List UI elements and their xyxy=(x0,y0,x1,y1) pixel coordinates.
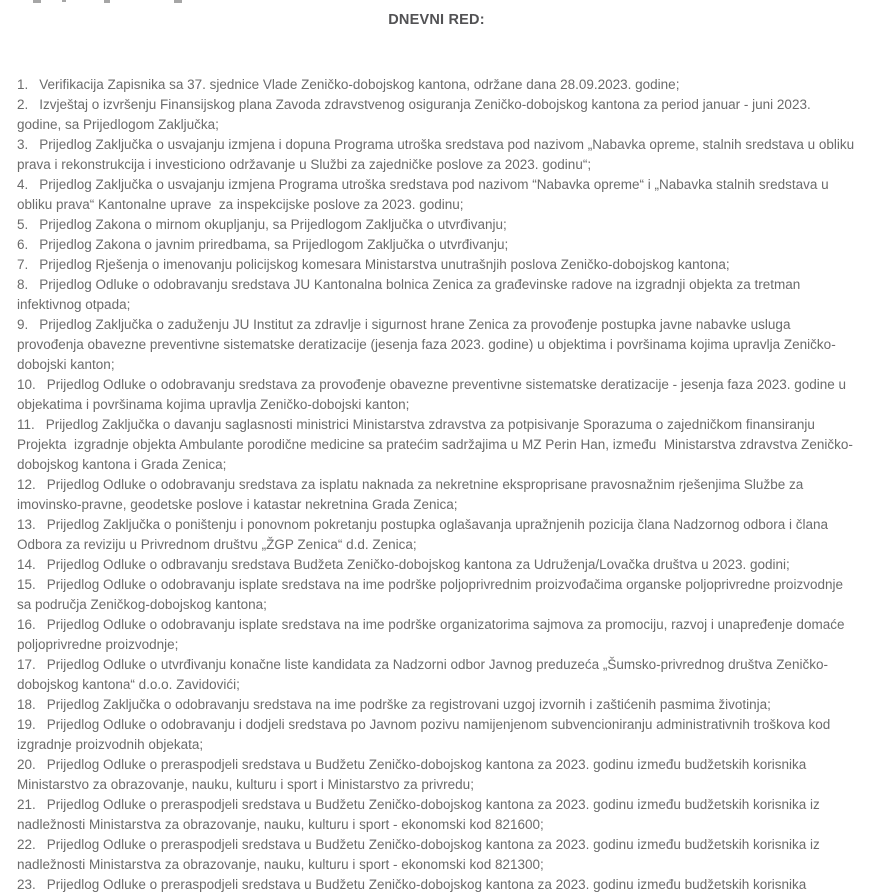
agenda-item-number: 9. xyxy=(17,317,29,332)
agenda-item-text: Prijedlog Zaključka o davanju saglasnosti ministrici Ministarstva zdravstva za potpisivanje Sporazuma o zajedničkom finansiranju Projekta izgradnje objekta Ambulante porodične medicine sa pratećim sadržajima u MZ Perin Han, između Ministarstva zdravstva Zeničko-dobojskog kantona i Grada Zenica; xyxy=(17,417,853,472)
agenda-item-18 xyxy=(17,695,857,715)
agenda-list xyxy=(0,75,873,895)
agenda-item-number: 10. xyxy=(17,377,36,392)
agenda-item-text: Prijedlog Odluke o preraspodjeli sredstava u Budžetu Zeničko-dobojskog kantona za 2023. godinu između budžetskih korisnika xyxy=(46,877,807,892)
agenda-item-number: 6. xyxy=(17,237,29,252)
agenda-item-number: 20. xyxy=(17,757,36,772)
clipped-text-remnant xyxy=(33,0,41,3)
agenda-item-12 xyxy=(17,475,857,515)
agenda-item-11 xyxy=(17,415,857,475)
agenda-item-15 xyxy=(17,575,857,615)
agenda-item-10 xyxy=(17,375,857,415)
agenda-item-number: 14. xyxy=(17,557,36,572)
agenda-item-text: Prijedlog Odluke o odobravanju sredstava za provođenje obavezne preventivne sistematske deratizacije - jesenja faza 2023. godine u objekatima i površinama kojima upravlja Zeničko-dobojski kanton; xyxy=(17,377,850,412)
agenda-item-number: 4. xyxy=(17,177,29,192)
agenda-item-text: Prijedlog Zaključka o odobravanju sredstava na ime podrške za registrovani uzgoj izvornih i zaštićenih pasmima životinja; xyxy=(46,697,771,712)
agenda-item-20 xyxy=(17,755,857,795)
agenda-item-8 xyxy=(17,275,857,315)
agenda-item-text: Prijedlog Zakona o javnim priredbama, sa Prijedlogom Zaključka o utvrđivanju; xyxy=(39,237,509,252)
agenda-item-number: 18. xyxy=(17,697,36,712)
agenda-item-1 xyxy=(17,75,857,95)
agenda-item-text: Prijedlog Odluke o odobravanju isplate sredstava na ime podrške organizatorima sajmova za promociju, razvoj i unapređenje domaće poljoprivredne proizvodnje; xyxy=(17,617,849,652)
agenda-item-13 xyxy=(17,515,857,555)
agenda-item-number: 23. xyxy=(17,877,36,892)
agenda-item-text: Prijedlog Odluke o preraspodjeli sredstava u Budžetu Zeničko-dobojskog kantona za 2023. godinu između budžetskih korisnika iz nadležnosti Ministarstva za obrazovanje, nauku, kulturu i sport - ekonomski kod 821600; xyxy=(17,797,824,832)
agenda-item-number: 19. xyxy=(17,717,36,732)
agenda-item-number: 21. xyxy=(17,797,36,812)
agenda-item-21 xyxy=(17,795,857,835)
agenda-item-6 xyxy=(17,235,857,255)
agenda-item-text: Prijedlog Odluke o odobravanju i dodjeli sredstava po Javnom pozivu namijenjenom subvencioniranju administrativnih troškova kod izgradnje proizvodnih objekata; xyxy=(17,717,834,752)
agenda-item-number: 7. xyxy=(17,257,29,272)
agenda-item-19 xyxy=(17,715,857,755)
agenda-item-9 xyxy=(17,315,857,375)
agenda-item-number: 12. xyxy=(17,477,36,492)
agenda-item-number: 16. xyxy=(17,617,36,632)
agenda-item-5 xyxy=(17,215,857,235)
agenda-item-22 xyxy=(17,835,857,875)
agenda-item-text: Prijedlog Odluke o odobravanju isplate sredstava na ime podrške poljoprivrednim proizvođačima organske poljoprivredne proizvodnje sa područja Zeničkog-dobojskog kantona; xyxy=(17,577,847,612)
agenda-item-text: Prijedlog Odluke o odobravanju sredstava JU Kantonalna bolnica Zenica za građevinske radove na izgradnji objekta za tretman infektivnog otpada; xyxy=(17,277,804,312)
clipped-text-remnant xyxy=(174,0,182,3)
agenda-item-text: Prijedlog Zaključka o zaduženju JU Institut za zdravlje i sigurnost hrane Zenica za provođenje postupka javne nabavke usluga provođenja obavezne preventivne sistematske deratizacije (jesenja faza 2023. godine) u objektima i površinama kojima upravlja Zeničko-dobojski kanton; xyxy=(17,317,836,372)
agenda-item-text: Prijedlog Odluke o preraspodjeli sredstava u Budžetu Zeničko-dobojskog kantona za 2023. godinu između budžetskih korisnika iz nadležnosti Ministarstva za obrazovanje, nauku, kulturu i sport - ekonomski kod 821300; xyxy=(17,837,824,872)
agenda-item-16 xyxy=(17,615,857,655)
agenda-item-2 xyxy=(17,95,857,135)
agenda-item-number: 8. xyxy=(17,277,29,292)
agenda-item-number: 1. xyxy=(17,77,29,92)
agenda-item-text: Prijedlog Zaključka o usvajanju izmjena Programa utroška sredstava pod nazivom “Nabavka opreme“ i „Nabavka stalnih sredstava u obliku prava“ Kantonalne uprave za inspekcijske poslove za 2023. godinu; xyxy=(17,177,833,212)
agenda-item-number: 15. xyxy=(17,577,36,592)
agenda-item-number: 17. xyxy=(17,657,36,672)
agenda-item-number: 2. xyxy=(17,97,29,112)
agenda-item-text: Prijedlog Rješenja o imenovanju policijskog komesara Ministarstva unutrašnjih poslova Zeničko-dobojskog kantona; xyxy=(39,257,730,272)
agenda-item-text: Izvještaj o izvršenju Finansijskog plana Zavoda zdravstvenog osiguranja Zeničko-dobojskog kantona za period januar - juni 2023. godine, sa Prijedlogom Zaključka; xyxy=(17,97,815,132)
agenda-item-17 xyxy=(17,655,857,695)
agenda-item-number: 11. xyxy=(17,417,35,432)
agenda-item-text: Prijedlog Zakona o mirnom okupljanju, sa Prijedlogom Zaključka o utvrđivanju; xyxy=(39,217,507,232)
agenda-item-number: 3. xyxy=(17,137,29,152)
agenda-item-number: 22. xyxy=(17,837,36,852)
agenda-item-text: Prijedlog Zaključka o usvajanju izmjena i dopuna Programa utroška sredstava pod nazivom „Nabavka opreme, stalnih sredstava u obliku prava i rekonstrukcija i investiciono održavanje u Službi za zajedničke poslove za 2023. godinu“; xyxy=(17,137,858,172)
agenda-item-text: Verifikacija Zapisnika sa 37. sjednice Vlade Zeničko-dobojskog kantona, održane dana 28.09.2023. godine; xyxy=(39,77,680,92)
agenda-item-text: Prijedlog Odluke o utvrđivanju konačne liste kandidata za Nadzorni odbor Javnog preduzeća „Šumsko-privrednog društva Zeničko-dobojskog kantona“ d.o.o. Zavidovići; xyxy=(17,657,828,692)
clipped-text-remnant xyxy=(104,0,110,3)
agenda-item-text: Prijedlog Odluke o odobravanju sredstava za isplatu naknada za nekretnine eksproprisane pravosnažnim rješenjima Službe za imovinsko-pravne, geodetske poslove i katastar nekretnina Grada Zenica; xyxy=(17,477,807,512)
agenda-item-text: Prijedlog Odluke o preraspodjeli sredstava u Budžetu Zeničko-dobojskog kantona za 2023. godinu između budžetskih korisnika Ministarstvo za obrazovanje, nauku, kulturu i sport i Ministarstvo za privredu; xyxy=(17,757,811,792)
agenda-item-3 xyxy=(17,135,857,175)
agenda-item-4 xyxy=(17,175,857,215)
agenda-item-7 xyxy=(17,255,857,275)
page-title: DNEVNI RED: xyxy=(388,12,485,28)
agenda-item-14 xyxy=(17,555,857,575)
agenda-item-23 xyxy=(17,875,857,895)
agenda-item-text: Prijedlog Odluke o odbravanju sredstava Budžeta Zeničko-dobojskog kantona za Udruženja/Lovačka društva u 2023. godini; xyxy=(46,557,790,572)
agenda-item-text: Prijedlog Zaključka o poništenju i ponovnom pokretanju postupka oglašavanja upražnjenih pozicija člana Nadzornog odbora i člana Odbora za reviziju u Privrednom društvu „ŽGP Zenica“ d.d. Zenica; xyxy=(17,517,832,552)
agenda-item-number: 13. xyxy=(17,517,36,532)
agenda-item-number: 5. xyxy=(17,217,29,232)
clipped-text-remnant xyxy=(62,0,66,2)
